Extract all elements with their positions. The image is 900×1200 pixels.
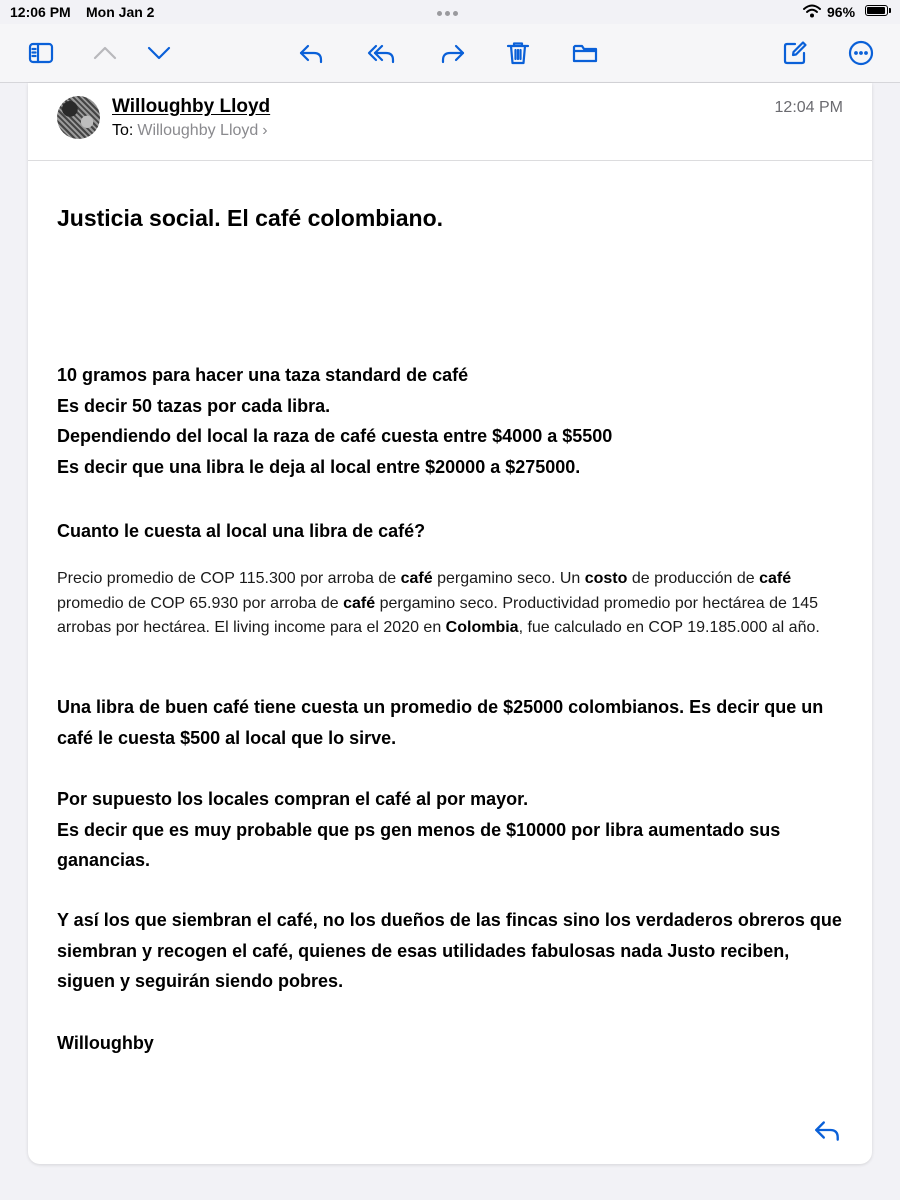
quote-segment-bold: costo — [584, 570, 628, 587]
sender-name[interactable]: Willoughby Lloyd — [112, 96, 271, 117]
status-date: Mon Jan 2 — [86, 4, 155, 20]
paragraph-line: Por supuesto los locales compran el café al por mayor. — [57, 789, 529, 809]
previous-message-button[interactable] — [87, 35, 123, 71]
reply-icon — [297, 39, 325, 67]
wifi-icon — [803, 4, 821, 21]
forward-button[interactable] — [435, 35, 471, 71]
battery-icon — [865, 5, 888, 16]
quoted-text — [57, 567, 847, 641]
recipient-line[interactable] — [112, 122, 268, 140]
battery-cap — [889, 8, 891, 13]
sidebar-icon — [27, 39, 55, 67]
message-card — [28, 83, 872, 1164]
paragraph-line: 10 gramos para hacer una taza standard de café — [57, 365, 469, 385]
avatar[interactable] — [57, 96, 100, 139]
reply-footer-button[interactable] — [810, 1113, 844, 1147]
quote-segment: de producción de — [627, 570, 760, 587]
multitasking-dots-icon[interactable] — [437, 3, 461, 19]
quote-segment-bold: café — [759, 570, 792, 587]
message-time: 12:04 PM — [774, 99, 843, 116]
message-subject: Justicia social. El café colombiano. — [57, 205, 444, 231]
quote-segment: promedio de COP 65.930 por arroba de — [57, 594, 344, 612]
reply-all-icon — [367, 39, 395, 67]
paragraph-4: Y así los que siembran el café, no los dueños de las fincas sino los verdaderos obreros que siembran y recogen el café, quienes de esas utilidades fabulosas nada Justo reciben, siguen y seguirán siendo pobres. — [57, 910, 842, 991]
compose-icon — [781, 39, 809, 67]
paragraph-2: Una libra de buen café tiene cuesta un promedio de $25000 colombianos. Es decir que un café le cuesta $500 al local que lo sirve. — [57, 697, 824, 748]
battery-percentage: 96% — [827, 4, 856, 20]
chevron-up-icon — [91, 39, 119, 67]
quote-segment: , fue calculado en COP 19.185.000 al año. — [518, 619, 820, 636]
more-icon — [847, 39, 875, 67]
quote-segment-bold: café — [343, 594, 376, 612]
status-bar — [0, 0, 900, 24]
to-label: To: — [112, 122, 134, 139]
signature: Willoughby — [57, 1033, 154, 1053]
compose-button[interactable] — [777, 35, 813, 71]
reply-all-button[interactable] — [363, 35, 399, 71]
mail-toolbar — [0, 24, 900, 83]
quote-segment: pergamino seco. Un — [432, 570, 585, 587]
battery-fill — [867, 7, 885, 14]
quote-segment-bold: café — [400, 570, 433, 587]
delete-button[interactable] — [500, 35, 536, 71]
question-line: Cuanto le cuesta al local una libra de café? — [57, 521, 426, 541]
next-message-button[interactable] — [141, 35, 177, 71]
paragraph-line: Es decir 50 tazas por cada libra. — [57, 395, 331, 416]
recipient-name[interactable]: Willoughby Lloyd — [137, 122, 259, 139]
forward-icon — [439, 39, 467, 67]
paragraph-line: Es decir que una libra le deja al local entre $20000 a $275000. — [57, 456, 581, 477]
trash-icon — [504, 39, 532, 67]
reply-button[interactable] — [293, 35, 329, 71]
message-header — [28, 83, 872, 161]
sidebar-toggle-button[interactable] — [23, 35, 59, 71]
quote-segment: Precio promedio de COP 115.300 por arroba de — [57, 570, 401, 587]
folder-icon — [571, 39, 599, 67]
chevron-right-icon[interactable]: › — [262, 122, 268, 139]
quote-segment: pergamino seco. Productividad promedio por hectárea de 145 arrobas por hectárea. El living income para el 2020 en — [57, 594, 819, 636]
paragraph-line: Es decir que es muy probable que ps gen menos de $10000 por libra aumentado sus ganancias. — [57, 819, 781, 870]
more-options-button[interactable] — [843, 35, 879, 71]
quote-segment-bold: Colombia — [445, 619, 519, 636]
chevron-down-icon — [145, 39, 173, 67]
paragraph-line: Dependiendo del local la raza de café cuesta entre $4000 a $5500 — [57, 426, 613, 446]
reply-icon — [812, 1115, 842, 1145]
status-time: 12:06 PM — [10, 4, 71, 20]
move-to-folder-button[interactable] — [567, 35, 603, 71]
paragraph-1 — [57, 360, 847, 482]
paragraph-3 — [57, 784, 847, 876]
